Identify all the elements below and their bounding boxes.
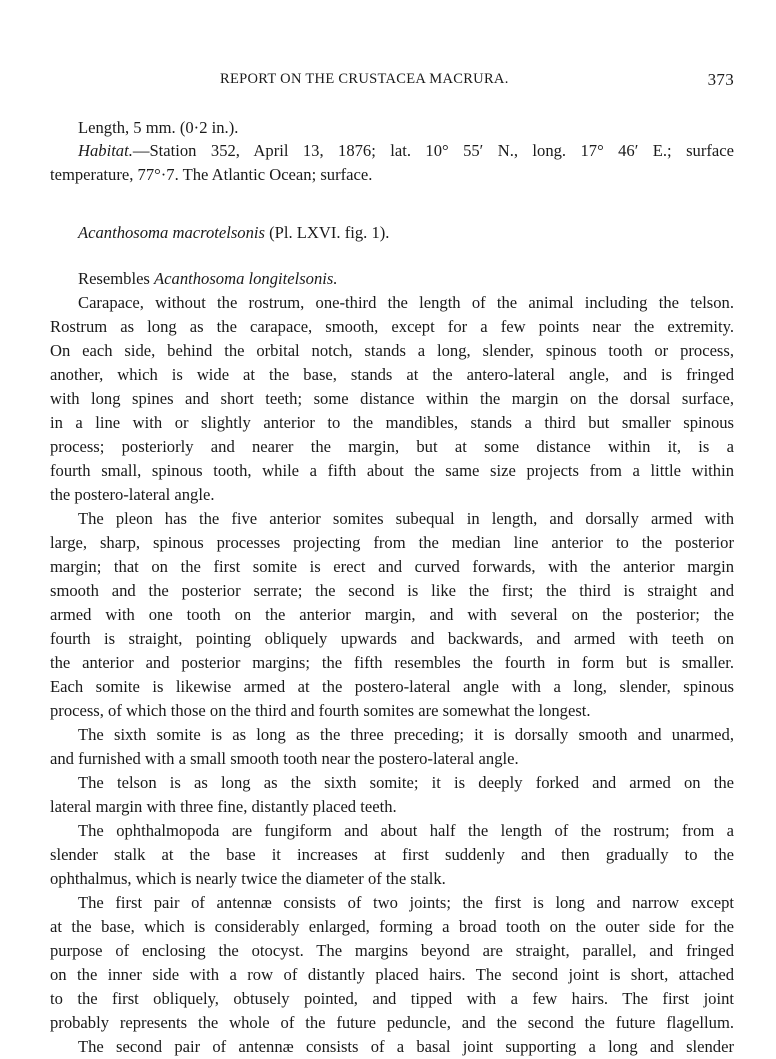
habitat-line-2: temperature, 77°·7. The Atlantic Ocean; surface. — [50, 165, 373, 184]
species-heading — [78, 221, 734, 245]
plate-reference: (Pl. LXVI. fig. 1). — [264, 223, 390, 242]
habitat-line-1: Habitat.—Station 352, April 13, 1876; lat. 10° 55′ N., long. 17° 46′ E.; surface — [78, 141, 734, 160]
length-line: Length, 5 mm. (0·2 in.). — [78, 118, 239, 137]
resembles-line: Resembles Acanthosoma longitelsonis. — [78, 269, 338, 288]
habitat-label: Habitat. — [78, 141, 133, 160]
related-species-name: Acanthosoma longitelsonis. — [154, 269, 338, 288]
running-head — [50, 71, 734, 95]
running-head-title: REPORT ON THE CRUSTACEA MACRURA. — [220, 71, 509, 87]
page-number: 373 — [707, 70, 734, 89]
species-name: Acanthosoma macrotelsonis — [78, 223, 265, 242]
